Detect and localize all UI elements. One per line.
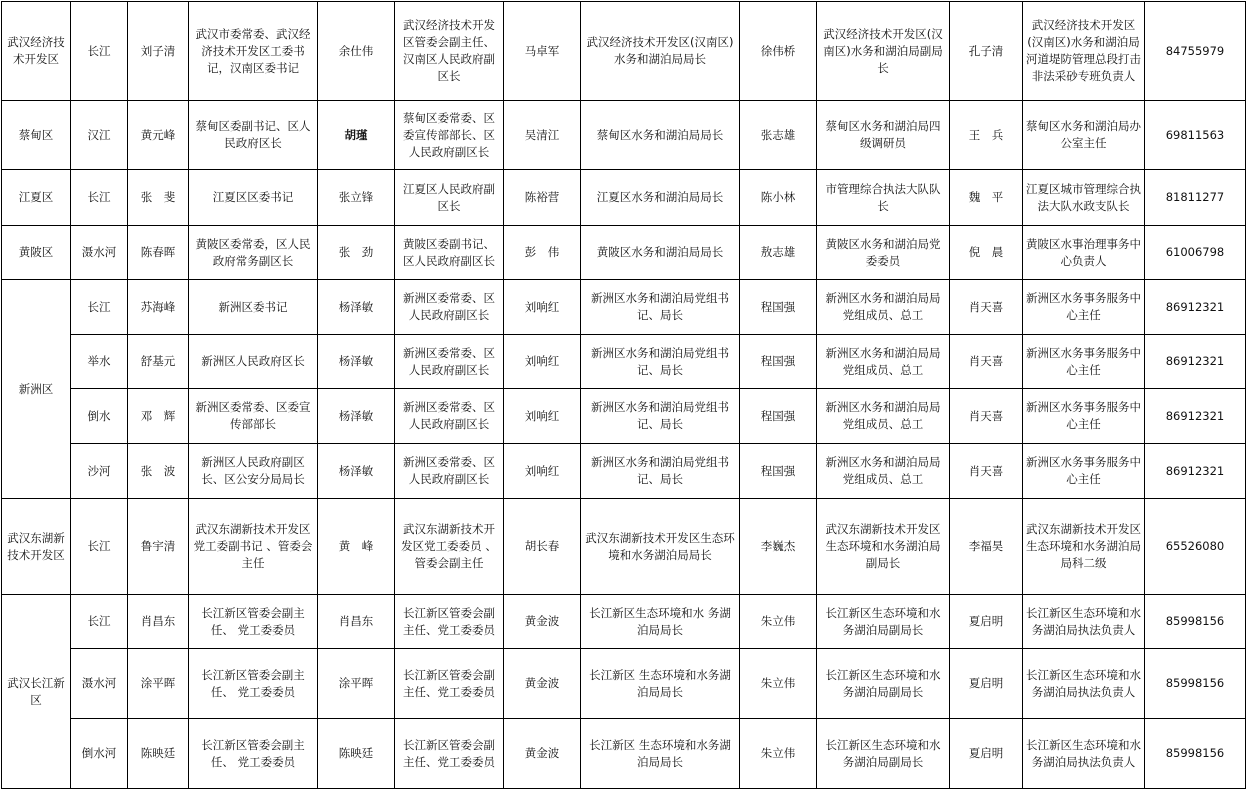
deputy-leader-title-cell: 蔡甸区委常委、区委宣传部部长、区人民政府副区长 (395, 101, 504, 170)
deputy-leader-title-cell: 长江新区管委会副主任、党工委委员 (395, 649, 504, 719)
dept-head-title-cell: 长江新区 生态环境和水务湖泊局局长 (581, 719, 740, 789)
contact-name-cell: 孔子清 (950, 2, 1023, 101)
leader-name-cell: 黄元峰 (128, 101, 189, 170)
dept-deputy-title-cell: 长江新区生态环境和水务湖泊局副局长 (817, 595, 950, 649)
dept-head-title-cell: 武汉东湖新技术开发区生态环境和水务湖泊局局长 (581, 499, 740, 595)
dept-head-title-cell: 新洲区水务和湖泊局党组书记、局长 (581, 444, 740, 499)
dept-deputy-name-cell: 徐伟桥 (740, 2, 817, 101)
dept-head-name-cell: 陈裕营 (504, 170, 581, 226)
table-row (2, 595, 1246, 649)
dept-head-title-cell: 新洲区水务和湖泊局党组书记、局长 (581, 335, 740, 389)
leader-name-cell: 舒基元 (128, 335, 189, 389)
river-cell: 沙河 (71, 444, 128, 499)
dept-head-name-cell: 黄金波 (504, 595, 581, 649)
dept-head-name-cell: 彭 伟 (504, 226, 581, 280)
leader-name-cell: 陈春晖 (128, 226, 189, 280)
dept-head-name-cell: 黄金波 (504, 719, 581, 789)
deputy-leader-name-cell: 肖昌东 (318, 595, 395, 649)
leader-name-cell: 鲁宇清 (128, 499, 189, 595)
leader-name-cell: 苏海峰 (128, 280, 189, 335)
dept-head-title-cell: 长江新区 生态环境和水务湖泊局局长 (581, 649, 740, 719)
contact-name-cell: 倪 晨 (950, 226, 1023, 280)
table-row (2, 226, 1246, 280)
district-cell: 蔡甸区 (2, 101, 71, 170)
dept-deputy-title-cell: 长江新区生态环境和水务湖泊局副局长 (817, 649, 950, 719)
deputy-leader-name-cell: 杨泽敏 (318, 389, 395, 444)
leader-title-cell: 新洲区人民政府区长 (189, 335, 318, 389)
phone-cell: 81811277 (1145, 170, 1246, 226)
deputy-leader-name-cell: 杨泽敏 (318, 335, 395, 389)
contact-title-cell: 新洲区水务事务服务中心主任 (1023, 335, 1145, 389)
river-cell: 滠水河 (71, 649, 128, 719)
phone-cell: 85998156 (1145, 719, 1246, 789)
dept-head-name-cell: 刘响红 (504, 280, 581, 335)
river-cell: 长江 (71, 595, 128, 649)
district-cell: 武汉东湖新技术开发区 (2, 499, 71, 595)
dept-deputy-name-cell: 张志雄 (740, 101, 817, 170)
table-row (2, 2, 1246, 101)
deputy-leader-title-cell: 长江新区管委会副主任、党工委委员 (395, 719, 504, 789)
district-cell: 武汉长江新区 (2, 595, 71, 789)
table-row (2, 719, 1246, 789)
table-row (2, 649, 1246, 719)
table-row (2, 280, 1246, 335)
district-cell: 黄陂区 (2, 226, 71, 280)
deputy-leader-title-cell: 江夏区人民政府副区长 (395, 170, 504, 226)
dept-head-title-cell: 武汉经济技术开发区(汉南区)水务和湖泊局局长 (581, 2, 740, 101)
dept-deputy-name-cell: 敖志雄 (740, 226, 817, 280)
dept-head-title-cell: 蔡甸区水务和湖泊局局长 (581, 101, 740, 170)
deputy-leader-name-cell: 胡瑾 (318, 101, 395, 170)
river-cell: 长江 (71, 499, 128, 595)
deputy-leader-name-cell: 张立锋 (318, 170, 395, 226)
deputy-leader-title-cell: 长江新区管委会副主任、党工委委员 (395, 595, 504, 649)
dept-head-name-cell: 黄金波 (504, 649, 581, 719)
deputy-leader-title-cell: 武汉经济技术开发区管委会副主任、汉南区人民政府副区长 (395, 2, 504, 101)
contact-name-cell: 王 兵 (950, 101, 1023, 170)
table-row (2, 499, 1246, 595)
river-cell: 长江 (71, 2, 128, 101)
dept-deputy-name-cell: 李巍杰 (740, 499, 817, 595)
deputy-leader-name-cell: 张 劲 (318, 226, 395, 280)
dept-deputy-name-cell: 程国强 (740, 444, 817, 499)
contact-name-cell: 李福昊 (950, 499, 1023, 595)
dept-head-name-cell: 刘响红 (504, 444, 581, 499)
dept-deputy-name-cell: 程国强 (740, 389, 817, 444)
dept-deputy-name-cell: 程国强 (740, 335, 817, 389)
phone-cell: 65526080 (1145, 499, 1246, 595)
dept-head-name-cell: 马卓军 (504, 2, 581, 101)
contact-name-cell: 肖天喜 (950, 444, 1023, 499)
contact-title-cell: 新洲区水务事务服务中心主任 (1023, 444, 1145, 499)
contact-title-cell: 武汉东湖新技术开发区生态环境和水务湖泊局局科二级 (1023, 499, 1145, 595)
leader-title-cell: 长江新区管委会副主任、 党工委委员 (189, 649, 318, 719)
leader-name-cell: 邓 辉 (128, 389, 189, 444)
deputy-leader-name-cell: 余仕伟 (318, 2, 395, 101)
dept-head-name-cell: 刘响红 (504, 335, 581, 389)
leader-title-cell: 武汉市委常委、武汉经济技术开发区工委书记，汉南区委书记 (189, 2, 318, 101)
contact-title-cell: 新洲区水务事务服务中心主任 (1023, 280, 1145, 335)
dept-head-title-cell: 长江新区生态环境和水 务湖泊局局长 (581, 595, 740, 649)
deputy-leader-title-cell: 新洲区委常委、区人民政府副区长 (395, 280, 504, 335)
phone-cell: 86912321 (1145, 389, 1246, 444)
contact-name-cell: 夏启明 (950, 649, 1023, 719)
phone-cell: 61006798 (1145, 226, 1246, 280)
dept-deputy-title-cell: 市管理综合执法大队队长 (817, 170, 950, 226)
contact-title-cell: 长江新区生态环境和水务湖泊局执法负责人 (1023, 595, 1145, 649)
leader-title-cell: 长江新区管委会副主任、 党工委委员 (189, 595, 318, 649)
deputy-leader-name-cell: 杨泽敏 (318, 444, 395, 499)
phone-cell: 85998156 (1145, 649, 1246, 719)
river-cell: 倒水河 (71, 719, 128, 789)
contact-title-cell: 蔡甸区水务和湖泊局办公室主任 (1023, 101, 1145, 170)
table-row (2, 170, 1246, 226)
contact-name-cell: 肖天喜 (950, 335, 1023, 389)
dept-deputy-title-cell: 新洲区水务和湖泊局局党组成员、总工 (817, 389, 950, 444)
leader-title-cell: 黄陂区委常委，区人民政府常务副区长 (189, 226, 318, 280)
river-cell: 长江 (71, 170, 128, 226)
river-cell: 汉江 (71, 101, 128, 170)
contact-name-cell: 夏启明 (950, 719, 1023, 789)
dept-head-title-cell: 黄陂区水务和湖泊局局长 (581, 226, 740, 280)
leader-title-cell: 新洲区委常委、区委宣传部部长 (189, 389, 318, 444)
deputy-leader-name-cell: 陈映廷 (318, 719, 395, 789)
river-cell: 长江 (71, 280, 128, 335)
leader-name-cell: 刘子清 (128, 2, 189, 101)
dept-head-name-cell: 胡长春 (504, 499, 581, 595)
leader-title-cell: 新洲区委书记 (189, 280, 318, 335)
river-cell: 倒水 (71, 389, 128, 444)
dept-head-title-cell: 新洲区水务和湖泊局党组书记、局长 (581, 280, 740, 335)
contact-title-cell: 新洲区水务事务服务中心主任 (1023, 389, 1145, 444)
dept-deputy-title-cell: 新洲区水务和湖泊局局党组成员、总工 (817, 280, 950, 335)
phone-cell: 86912321 (1145, 444, 1246, 499)
contact-name-cell: 肖天喜 (950, 280, 1023, 335)
dept-deputy-name-cell: 程国强 (740, 280, 817, 335)
deputy-leader-title-cell: 黄陂区委副书记、区人民政府副区长 (395, 226, 504, 280)
phone-cell: 86912321 (1145, 280, 1246, 335)
leader-name-cell: 张 斐 (128, 170, 189, 226)
dept-deputy-name-cell: 陈小林 (740, 170, 817, 226)
deputy-leader-name-cell: 黄 峰 (318, 499, 395, 595)
leader-title-cell: 长江新区管委会副主任、 党工委委员 (189, 719, 318, 789)
deputy-leader-name-cell: 杨泽敏 (318, 280, 395, 335)
district-cell: 武汉经济技术开发区 (2, 2, 71, 101)
leader-title-cell: 新洲区人民政府副区长、区公安分局局长 (189, 444, 318, 499)
dept-deputy-name-cell: 朱立伟 (740, 649, 817, 719)
table-row (2, 389, 1246, 444)
table-row (2, 101, 1246, 170)
leader-title-cell: 武汉东湖新技术开发区党工委副书记 、管委会主任 (189, 499, 318, 595)
deputy-leader-title-cell: 武汉东湖新技术开发区党工委委员 、管委会副主任 (395, 499, 504, 595)
phone-cell: 86912321 (1145, 335, 1246, 389)
contact-name-cell: 夏启明 (950, 595, 1023, 649)
dept-head-title-cell: 新洲区水务和湖泊局党组书记、局长 (581, 389, 740, 444)
table-row (2, 444, 1246, 499)
district-cell: 新洲区 (2, 280, 71, 499)
phone-cell: 84755979 (1145, 2, 1246, 101)
dept-deputy-title-cell: 蔡甸区水务和湖泊局四级调研员 (817, 101, 950, 170)
leader-name-cell: 涂平晖 (128, 649, 189, 719)
dept-deputy-title-cell: 新洲区水务和湖泊局局党组成员、总工 (817, 335, 950, 389)
contact-name-cell: 魏 平 (950, 170, 1023, 226)
dept-deputy-name-cell: 朱立伟 (740, 719, 817, 789)
contact-title-cell: 黄陂区水事治理事务中心负责人 (1023, 226, 1145, 280)
river-cell: 举水 (71, 335, 128, 389)
contact-title-cell: 江夏区城市管理综合执法大队水政支队长 (1023, 170, 1145, 226)
dept-deputy-name-cell: 朱立伟 (740, 595, 817, 649)
leader-name-cell: 陈映廷 (128, 719, 189, 789)
dept-deputy-title-cell: 武汉经济技术开发区(汉南区)水务和湖泊局副局长 (817, 2, 950, 101)
deputy-leader-title-cell: 新洲区委常委、区人民政府副区长 (395, 389, 504, 444)
leader-name-cell: 张 波 (128, 444, 189, 499)
dept-head-name-cell: 吴清江 (504, 101, 581, 170)
contact-name-cell: 肖天喜 (950, 389, 1023, 444)
leader-title-cell: 蔡甸区委副书记、区人民政府区长 (189, 101, 318, 170)
contact-title-cell: 长江新区生态环境和水务湖泊局执法负责人 (1023, 719, 1145, 789)
deputy-leader-title-cell: 新洲区委常委、区人民政府副区长 (395, 335, 504, 389)
phone-cell: 69811563 (1145, 101, 1246, 170)
phone-cell: 85998156 (1145, 595, 1246, 649)
responsibility-table (1, 1, 1246, 789)
table-row (2, 335, 1246, 389)
dept-deputy-title-cell: 长江新区生态环境和水务湖泊局副局长 (817, 719, 950, 789)
leader-name-cell: 肖昌东 (128, 595, 189, 649)
dept-deputy-title-cell: 新洲区水务和湖泊局局党组成员、总工 (817, 444, 950, 499)
deputy-leader-name-cell: 涂平晖 (318, 649, 395, 719)
dept-deputy-title-cell: 武汉东湖新技术开发区生态环境和水务湖泊局副局长 (817, 499, 950, 595)
dept-deputy-title-cell: 黄陂区水务和湖泊局党委委员 (817, 226, 950, 280)
deputy-leader-title-cell: 新洲区委常委、区人民政府副区长 (395, 444, 504, 499)
river-cell: 滠水河 (71, 226, 128, 280)
leader-title-cell: 江夏区区委书记 (189, 170, 318, 226)
contact-title-cell: 长江新区生态环境和水务湖泊局执法负责人 (1023, 649, 1145, 719)
district-cell: 江夏区 (2, 170, 71, 226)
contact-title-cell: 武汉经济技术开发区(汉南区)水务和湖泊局河道堤防管理总段打击非法采砂专班负责人 (1023, 2, 1145, 101)
dept-head-name-cell: 刘响红 (504, 389, 581, 444)
dept-head-title-cell: 江夏区水务和湖泊局局长 (581, 170, 740, 226)
